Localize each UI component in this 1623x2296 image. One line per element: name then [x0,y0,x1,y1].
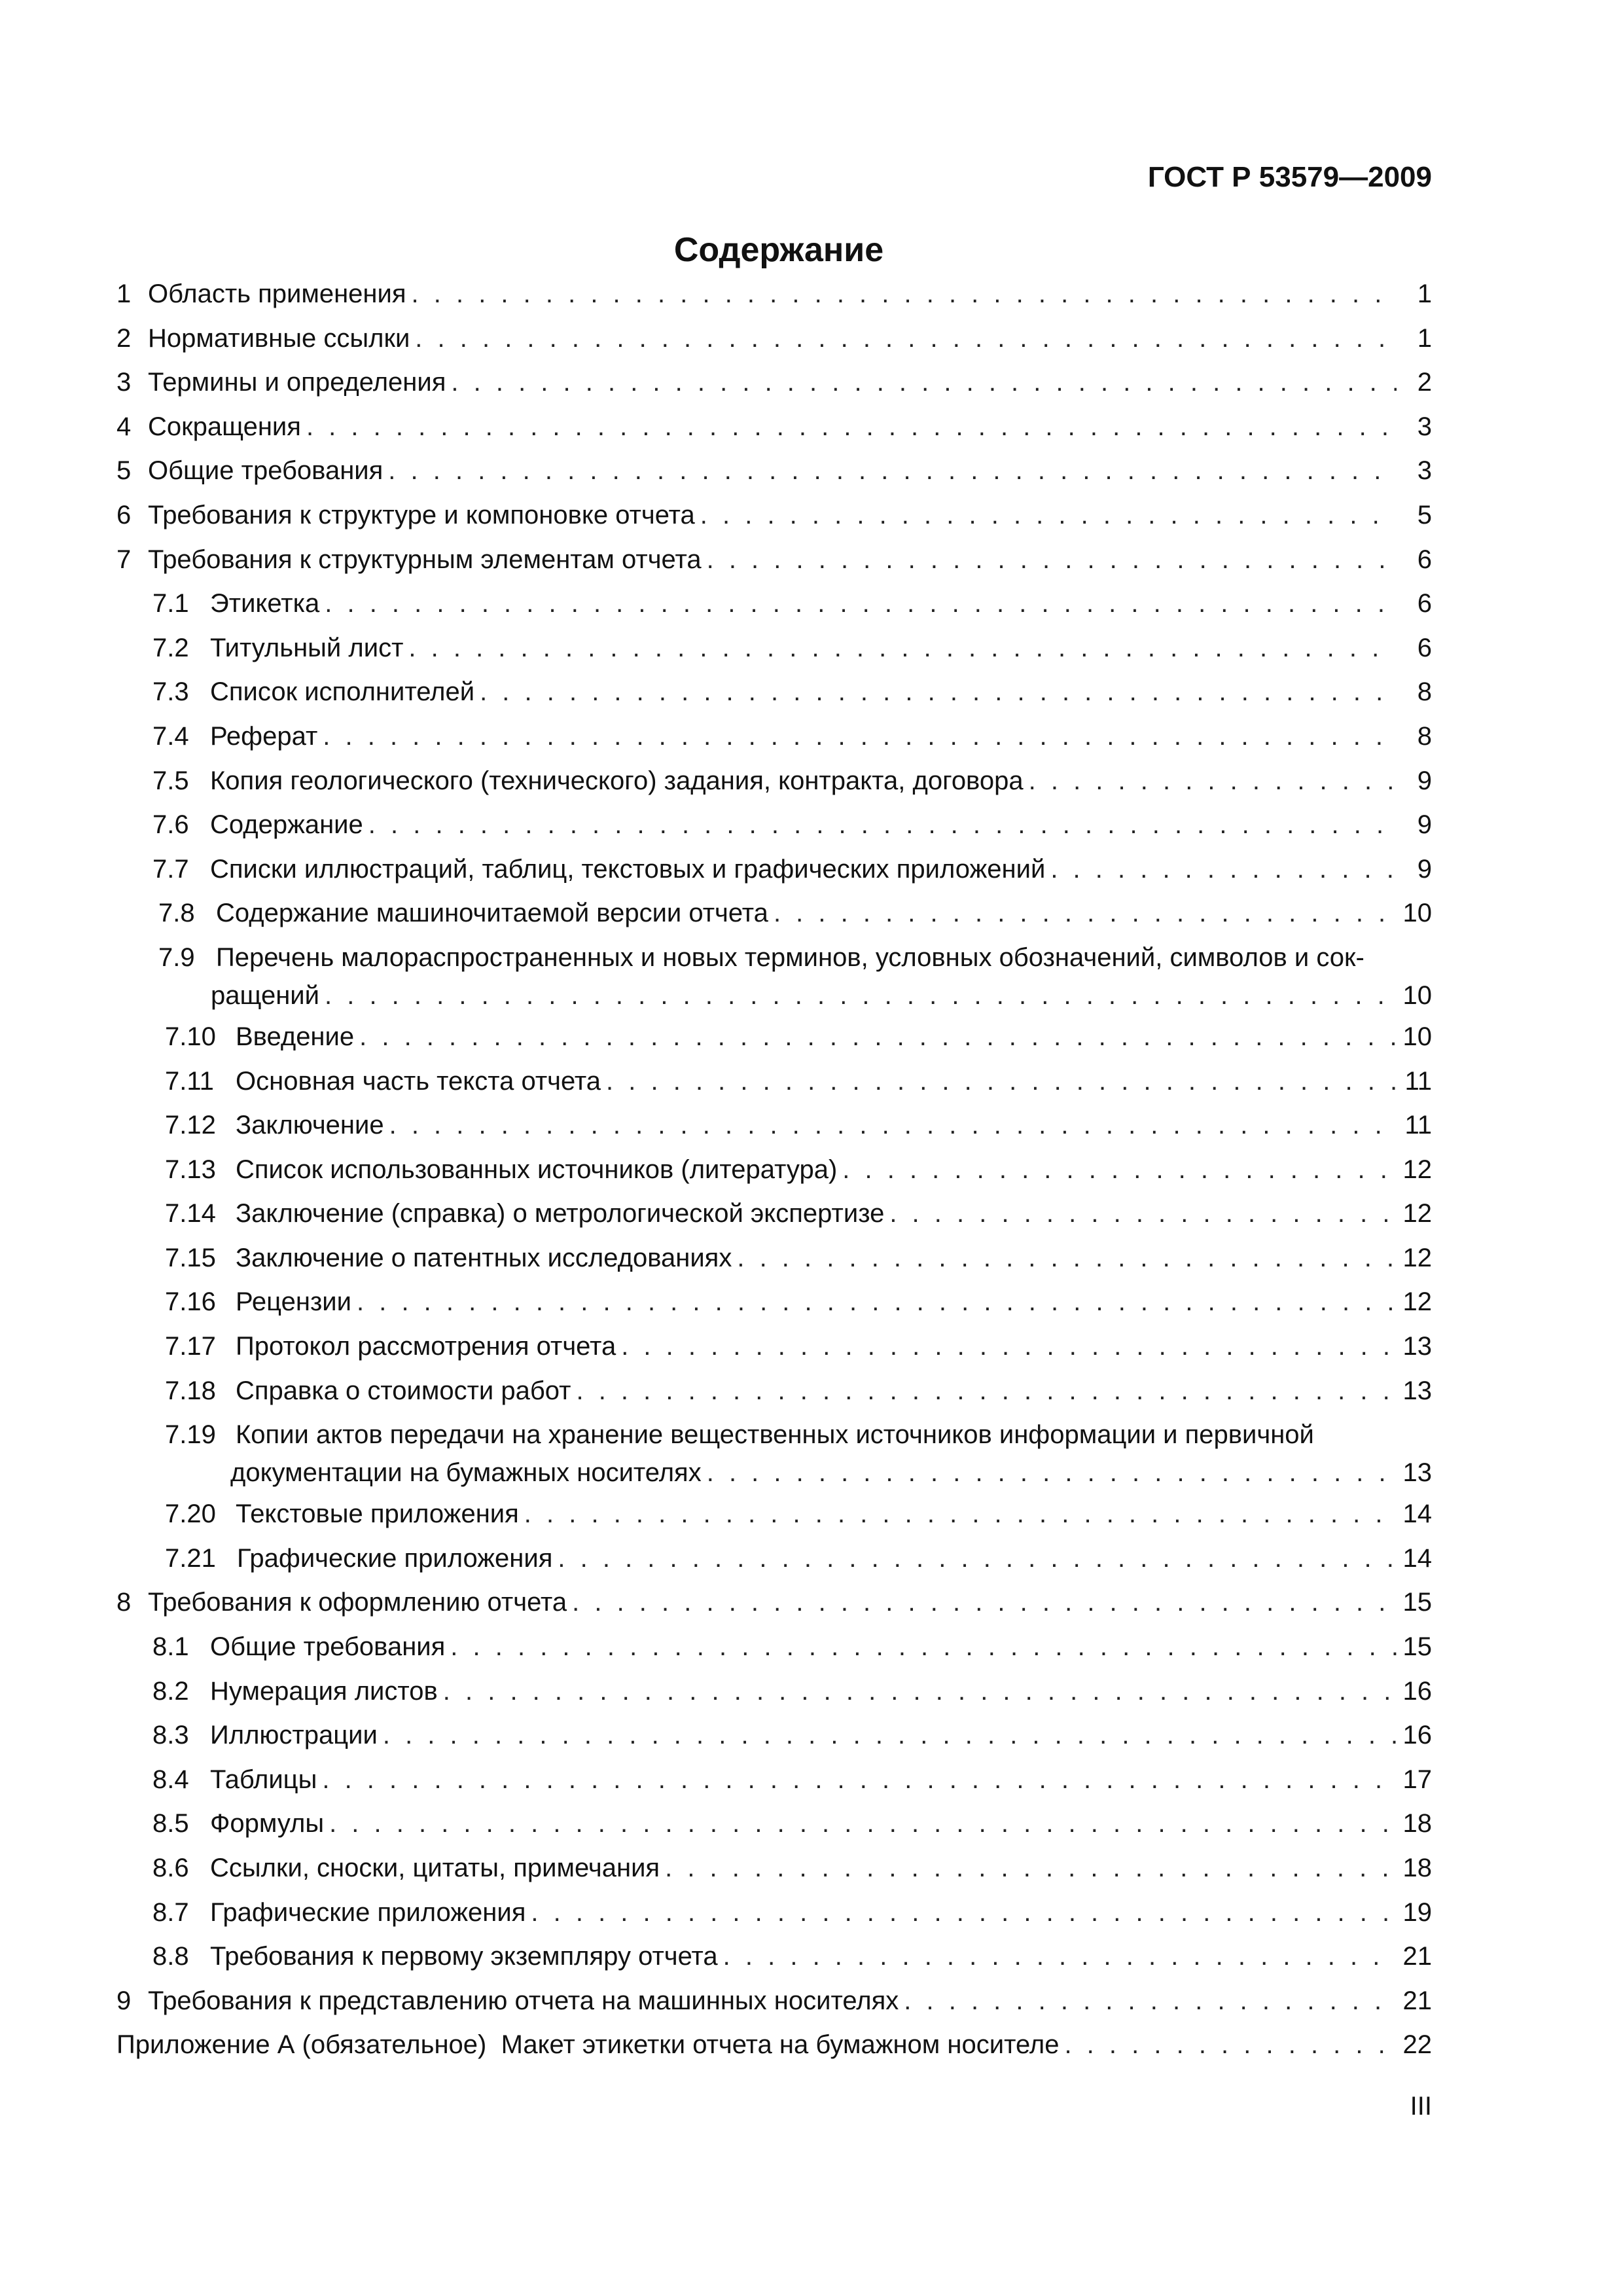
toc-entry-number: 7.16 [165,1287,216,1317]
toc-entry-title: Требования к оформлению отчета [148,1588,567,1617]
toc-title: Содержание [673,231,884,269]
page-folio: III [1410,2092,1432,2121]
toc-entry-page: 16 [1402,1676,1432,1706]
toc-entry-title: Заключение [236,1111,384,1140]
dot-leader [707,544,1397,575]
toc-entry[interactable] [116,278,1432,323]
dot-leader [325,980,1397,1011]
toc-entry-number: 8.1 [152,1632,189,1662]
toc-entry-page: 3 [1417,412,1432,441]
toc-entry-number: 8.6 [152,1854,189,1882]
toc-entry-title: Требования к первому экземпляру отчета [210,1942,718,1971]
toc-entry-page: 10 [1402,899,1432,928]
toc-entry-title: Содержание [210,810,363,840]
toc-entry-title: Нумерация листов [210,1676,438,1706]
toc-entry-page: 16 [1402,1721,1432,1750]
toc-entry-page: 13 [1402,1332,1432,1361]
dot-leader [524,1498,1397,1530]
toc-entry-title: Реферат [210,721,318,751]
toc-entry[interactable] [116,897,1432,942]
dot-leader [368,809,1397,840]
toc-entry-title: Термины и определения [148,368,446,397]
toc-entry-page: 14 [1402,1499,1432,1529]
dot-leader [323,721,1397,752]
toc-entry-page: 6 [1417,589,1432,619]
toc-entry-page: 8 [1417,677,1432,707]
toc-entry[interactable] [116,588,1432,632]
toc-entry[interactable] [116,1631,1432,1676]
dot-leader [1029,765,1397,797]
toc-entry-number: 7.20 [165,1499,216,1529]
dot-leader [889,1198,1397,1229]
toc-entry[interactable] [116,1066,1432,1110]
toc-entry-title: Область применения [148,279,406,308]
dot-leader [388,455,1397,486]
dot-leader [606,1066,1397,1097]
toc-entry-page: 9 [1417,854,1432,884]
dot-leader [359,1021,1397,1052]
dot-leader [443,1676,1397,1707]
toc-entry[interactable] [116,1719,1432,1764]
toc-entry-number: 8.3 [152,1721,189,1750]
dot-leader [389,1109,1397,1141]
toc-entry-page: 10 [1402,980,1432,1010]
toc-entry[interactable] [116,1021,1432,1066]
toc-entry-number: 7.9 [158,942,195,972]
toc-entry-page: 10 [1402,1022,1432,1051]
toc-entry-title: Введение [236,1022,355,1051]
toc-entry[interactable] [116,942,1432,1021]
dot-leader [325,588,1397,619]
toc-entry-number: 7.6 [152,810,189,840]
toc-entry-page: 12 [1402,1199,1432,1229]
toc-entry[interactable] [116,1286,1432,1331]
dot-leader [450,1631,1397,1662]
dot-leader [451,367,1397,398]
dot-leader [412,278,1397,310]
toc-entry[interactable] [116,367,1432,411]
toc-entry[interactable] [116,1198,1432,1242]
toc-entry-number: 7.11 [165,1066,214,1096]
dot-leader [357,1286,1397,1318]
toc-entry-number: 9 [116,1986,132,2015]
toc-entry-page: 9 [1417,810,1432,840]
toc-entry-page: 22 [1402,2030,1432,2060]
toc-entry-page: 11 [1404,1066,1432,1096]
toc-entry-number: 7.2 [152,633,189,662]
toc-entry-number: 8 [116,1588,132,1617]
toc-entry-number: 7.17 [165,1332,216,1361]
toc-entry-number: 7.3 [152,677,189,707]
toc-entry[interactable] [116,676,1432,721]
toc-entry-appendix[interactable] [116,2029,1432,2073]
toc-entry-title: Содержание машиночитаемой версии отчета [216,899,768,928]
toc-entry-page: 11 [1404,1111,1432,1140]
toc-entry-title: Рецензии [236,1287,351,1317]
toc-entry[interactable] [116,1242,1432,1287]
toc-entry-number: 7.14 [165,1199,216,1229]
toc-entry-page: 1 [1417,323,1432,353]
toc-entry-page: 5 [1417,500,1432,529]
toc-entry-title: Требования к структуре и компоновке отчета [148,500,695,529]
toc-entry-number: 7.21 [165,1543,216,1573]
dot-leader [723,1941,1397,1972]
toc-entry-number: 2 [116,323,132,353]
toc-entry-number: 7.4 [152,721,189,751]
toc-entry[interactable] [116,323,1432,367]
toc-entry-title: Требования к представлению отчета на машинных носителях [148,1986,899,2015]
toc-entry-number: 7.15 [165,1243,216,1272]
toc-entry-number: 8.5 [152,1809,189,1839]
toc-entry-number: 7.12 [165,1111,216,1140]
toc-entry[interactable] [116,1941,1432,1985]
toc-entry[interactable] [116,1985,1432,2030]
toc-entry-title: Список исполнителей [210,677,475,707]
toc-entry-number: 8.7 [152,1897,189,1927]
toc-entry-number: 7.5 [152,766,189,795]
toc-entry-page: 14 [1402,1543,1432,1573]
toc-entry[interactable] [116,1498,1432,1543]
toc-entry-page: 6 [1417,545,1432,574]
toc-entry-page: 21 [1402,1942,1432,1971]
toc-entry[interactable] [116,809,1432,853]
dot-leader [1050,853,1397,885]
toc-entry-title: Графические приложения [210,1897,526,1927]
toc-entry-title: Графические приложения [237,1543,553,1573]
toc-entry-number: 3 [116,368,132,397]
toc-entry-title: Заключение о патентных исследованиях [236,1243,732,1272]
toc-entry-title: Копии актов передачи на хранение вещественных источников информации и первичной [236,1420,1314,1450]
toc-entry-title: Ссылки, сноски, цитаты, примечания [210,1854,660,1882]
dot-leader [531,1897,1397,1928]
toc-entry-title: Этикетка [210,589,320,619]
toc-entry-page: 12 [1402,1287,1432,1317]
toc-entry[interactable] [116,1419,1432,1498]
dot-leader [774,897,1397,929]
toc-entry[interactable] [116,853,1432,898]
dot-leader [621,1331,1397,1362]
toc-entry-page: 12 [1402,1155,1432,1184]
dot-leader [408,632,1397,664]
toc-entry[interactable] [116,1154,1432,1198]
toc-entry-page: 2 [1417,368,1432,397]
dot-leader [904,1985,1397,2017]
toc-entry-title-continuation: ращений [211,980,319,1010]
toc-entry-number: 1 [116,279,132,308]
toc-entry[interactable] [116,1676,1432,1720]
dot-leader [383,1719,1397,1751]
toc-entry-title: Нормативные ссылки [148,323,410,353]
toc-entry-number: 8.4 [152,1765,189,1794]
dot-leader [558,1543,1397,1574]
toc-entry-title: Текстовые приложения [236,1499,519,1529]
toc-entry-number: 7.10 [165,1022,216,1051]
toc-entry[interactable] [116,1897,1432,1941]
toc-entry[interactable] [116,455,1432,499]
toc-entry-title: Справка о стоимости работ [236,1376,571,1405]
toc-entry-title: Заключение (справка) о метрологической экспертизе [236,1199,885,1229]
toc-entry-page: 15 [1402,1588,1432,1617]
toc-entry-page: 17 [1402,1765,1432,1794]
toc-entry-title: Таблицы [210,1765,317,1794]
toc-entry-number: 8.2 [152,1676,189,1706]
toc-entry-number: 5 [116,456,132,486]
toc-entry-number: 7.8 [158,899,195,928]
toc-entry-title-continuation: документации на бумажных носителях [230,1458,702,1488]
toc-entry-number: 6 [116,500,132,529]
toc-entry[interactable] [116,411,1432,456]
dot-leader [1064,2029,1397,2060]
dot-leader [322,1764,1397,1795]
toc-entry[interactable] [116,1852,1432,1897]
toc-entry[interactable] [116,1808,1432,1852]
dot-leader [700,499,1397,531]
toc-entry-title: Общие требования [210,1632,446,1662]
toc-entry-page: 21 [1402,1986,1432,2015]
toc-entry-page: 3 [1417,456,1432,486]
toc-entry-number: 7.13 [165,1155,216,1184]
toc-entry[interactable] [116,1109,1432,1154]
toc-entry[interactable] [116,765,1432,810]
toc-entry-page: 9 [1417,766,1432,795]
toc-entry-number: 4 [116,412,132,441]
dot-leader [572,1587,1397,1618]
toc-entry-page: 13 [1402,1376,1432,1405]
toc-entry-title: Требования к структурным элементам отчета [148,545,702,574]
toc-entry[interactable] [116,1331,1432,1375]
dot-leader [306,411,1397,442]
toc-entry-number: 7.18 [165,1376,216,1405]
toc-entry-title: Копия геологического (технического) задания, контракта, договора [210,766,1024,795]
toc-entry-page: 12 [1402,1243,1432,1272]
toc-entry-page: 6 [1417,633,1432,662]
toc-entry-number: 7.19 [165,1420,216,1450]
toc-entry-title: Протокол рассмотрения отчета [236,1332,616,1361]
toc-entry[interactable] [116,1587,1432,1631]
toc-entry[interactable] [116,499,1432,544]
dot-leader [480,676,1397,708]
toc-entry-page: 15 [1402,1632,1432,1662]
toc-entry-number: 7.7 [152,854,189,884]
toc-entry-page: 13 [1402,1458,1432,1488]
toc-entry-title: Список использованных источников (литература) [236,1155,838,1184]
toc-entry-title: Титульный лист [210,633,404,662]
document-code: ГОСТ Р 53579—2009 [1147,161,1432,193]
toc-entry-title: Сокращения [148,412,301,441]
toc-entry-title: Формулы [210,1809,325,1839]
toc-entry-number: 8.8 [152,1942,189,1971]
dot-leader [415,323,1397,354]
toc-entry[interactable] [116,1375,1432,1420]
toc-entry[interactable] [116,721,1432,765]
toc-entry[interactable] [116,544,1432,588]
dot-leader [707,1457,1397,1488]
toc-entry-title: Общие требования [148,456,383,486]
toc-entry-title: Иллюстрации [210,1721,378,1750]
dot-leader [329,1808,1397,1839]
toc-entry-title: Перечень малораспространенных и новых терминов, условных обозначений, символов и сок- [216,942,1364,972]
toc-entry-title: Основная часть текста отчета [236,1066,601,1096]
toc-entry-number: 7 [116,545,132,574]
toc-entry[interactable] [116,632,1432,677]
dot-leader [737,1242,1397,1274]
toc-entry-page: 19 [1402,1897,1432,1927]
toc-entry-page: 18 [1402,1854,1432,1882]
dot-leader [665,1852,1397,1884]
toc-entry[interactable] [116,1764,1432,1808]
toc-entry-page: 18 [1402,1809,1432,1839]
dot-leader [842,1154,1397,1185]
toc-entry[interactable] [116,1543,1432,1587]
toc-entry-page: 1 [1417,279,1432,308]
dot-leader [576,1375,1397,1407]
toc-entry-page: 8 [1417,721,1432,751]
table-of-contents [116,278,1432,2073]
toc-entry-title: Приложение А (обязательное) Макет этикетки отчета на бумажном носителе [116,2030,1060,2060]
toc-entry-number: 7.1 [152,589,189,619]
toc-entry-title: Списки иллюстраций, таблиц, текстовых и графических приложений [210,854,1046,884]
